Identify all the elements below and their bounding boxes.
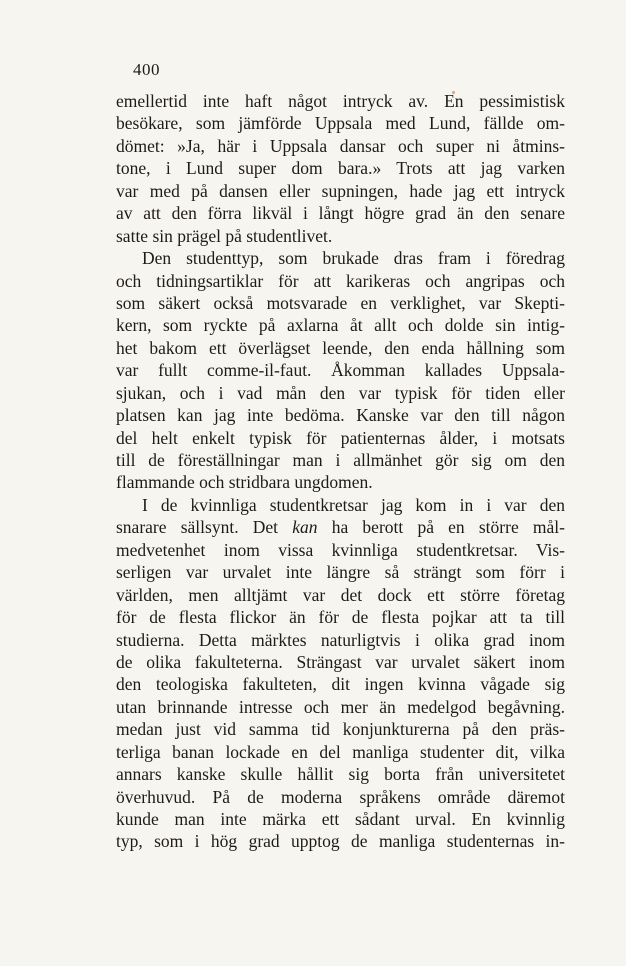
text-line: kern, som ryckte på axlarna åt allt och dolde sin intig- [116,315,565,336]
text-line: överhuvud. På de moderna språkens område däremot [116,786,565,807]
text-line: till de föreställningar man i allmänhet gör sig om den [116,450,565,470]
text-line: studierna. Detta märktes naturligtvis i olika grad inom [116,629,565,650]
page-number: 400 [133,60,160,79]
paragraph-end-line: flammande och stridbara ungdomen. [116,472,373,493]
text-line: för de flesta flickor än för de flesta pojkar att ta till [116,607,565,628]
text-line: medvetenhet inom vissa kvinnliga studentkretsar. Vis- [116,539,565,560]
text-line: de olika fakulteterna. Strängast var urvalet säkert inom [116,651,565,672]
text-line: platsen kan jag inte bedöma. Kanske var den till någon [116,405,565,426]
text-line: världen, men alltjämt var det dock ett större företag [116,584,565,605]
text-segment: snarare sällsynt. Det [116,517,293,538]
text-line: dömet: »Ja, här i Uppsala dansar och super ni åtmins- [116,135,565,156]
text-line: typ, som i hög grad upptog de manliga studenternas in- [116,831,565,852]
text-line: serligen var urvalet inte längre så strängt som förr i [116,562,565,583]
text-line: tone, i Lund super dom bara.» Trots att jag varken [116,158,565,179]
text-line: och tidningsartiklar för att karikeras och angripas och [116,270,565,291]
text-line: av att den förra likväl i långt högre grad än den senare [116,203,565,224]
text-line: var fullt comme-il-faut. Åkomman kallades Uppsala- [116,360,565,381]
text-line: annars kanske skulle hållit sig borta från universitetet [116,764,565,785]
paragraph-end-line: satte sin prägel på studentlivet. [116,225,333,246]
body-text [116,90,565,853]
text-line: del helt enkelt typisk för patienternas ålder, i motsats [116,427,565,448]
text-line: besökare, som jämförde Uppsala med Lund, fällde om- [116,113,565,134]
text-line: het bakom ett överlägset leende, den enda hållning som [116,337,565,358]
text-line: utan brinnande intresse och mer än medelgod begåvning. [116,696,565,717]
text-line: emellertid inte haft något intryck av. En pessimistisk [116,91,565,111]
text-segment: ha berott på en större mål- [317,517,565,538]
text-line-with-italic [116,516,565,538]
text-line: var med på dansen eller supningen, hade jag ett intryck [116,180,565,201]
text-line: sjukan, och i vad mån den var typisk för tiden eller [116,382,565,403]
text-line: den teologiska fakulteten, dit ingen kvinna vågade sig [116,674,565,695]
text-line: som säkert också motsvarade en verklighet, var Skepti- [116,292,565,313]
italic-word: kan [292,517,318,538]
text-line: kunde man inte märka ett sådant urval. En kvinnlig [116,809,565,829]
paragraph-start-line: Den studenttyp, som brukade dras fram i föredrag [142,248,565,269]
text-line: terliga banan lockade en del manliga studenter dit, vilka [116,741,565,762]
paragraph-start-line: I de kvinnliga studentkretsar jag kom in i var den [142,494,565,515]
text-line: medan just vid samma tid konjunkturerna på den präs- [116,719,565,740]
